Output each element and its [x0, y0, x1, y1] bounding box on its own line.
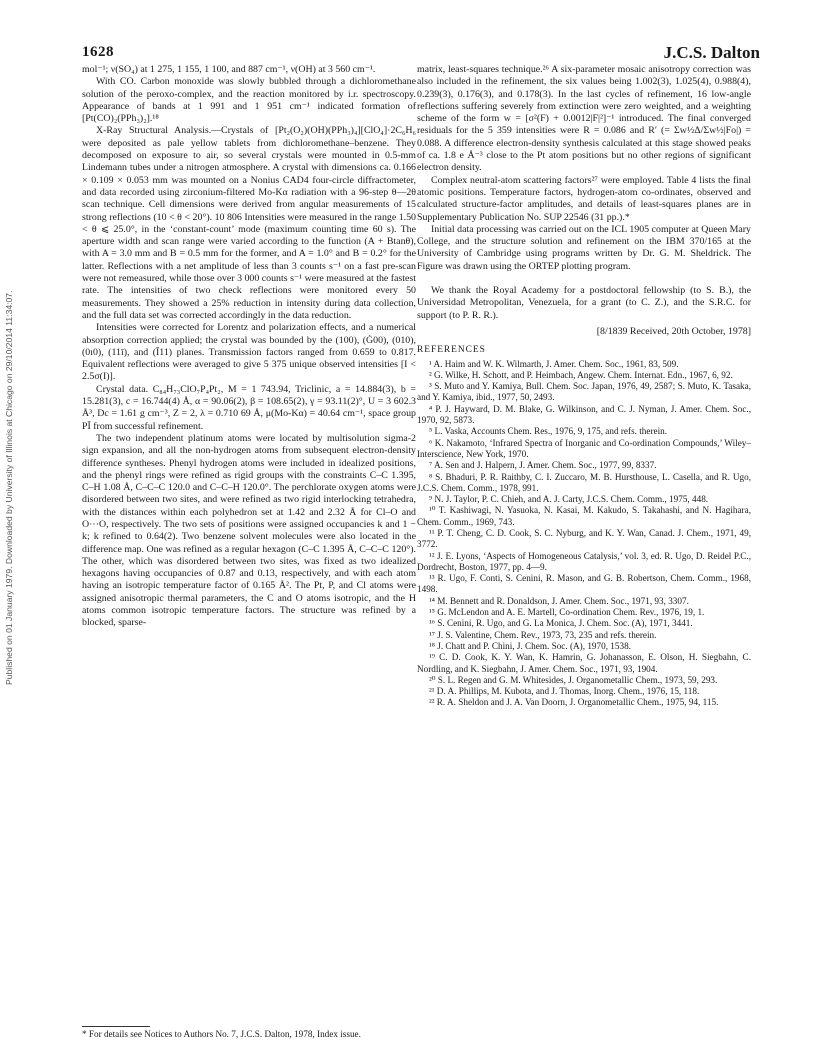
- right-column: [417, 64, 751, 709]
- reference-item: ¹⁷ J. S. Valentine, Chem. Rev., 1973, 73, 235 and refs. therein.: [429, 629, 657, 640]
- reference-list: [417, 359, 751, 709]
- reference-item: ¹⁵ G. McLendon and A. E. Martell, Co-ordination Chem. Rev., 1976, 19, 1.: [429, 607, 705, 618]
- reference-item: ²⁰ S. L. Regen and G. M. Whitesides, J. Organometallic Chem., 1973, 59, 293.: [429, 674, 718, 685]
- reference-item: ¹⁶ S. Cenini, R. Ugo, and G. La Monica, J. Chem. Soc. (A), 1971, 3441.: [429, 618, 693, 629]
- reference-item: ⁸ S. Bhaduri, P. R. Raithby, C. I. Zuccaro, M. B. Hursthouse, L. Casella, and R. Ugo, J.C.S. Chem. Comm., 1978, 991.: [417, 471, 751, 493]
- received-date: [8/1839 Received, 20th October, 1978]: [596, 325, 751, 337]
- footnote: * For details see Notices to Authors No. 7, J.C.S. Dalton, 1978, Index issue.: [82, 1029, 361, 1039]
- reference-item: ² G. Wilke, H. Schott, and P. Heimbach, Angew. Chem. Internat. Edn., 1967, 6, 92.: [429, 369, 733, 380]
- journal-name: J.C.S. Dalton: [663, 43, 760, 62]
- references-heading: REFERENCES: [417, 345, 486, 356]
- reference-item: ⁷ A. Sen and J. Halpern, J. Amer. Chem. Soc., 1977, 99, 8337.: [429, 460, 657, 471]
- reference-item: ¹² J. E. Lyons, ‘Aspects of Homogeneous Catalysis,’ vol. 3, ed. R. Ugo, D. Reidel P.C., Dordrecht, Boston, 1977, pp. 4—9.: [417, 550, 751, 572]
- reference-item: ¹⁴ M. Bennett and R. Donaldson, J. Amer. Chem. Soc., 1971, 93, 3307.: [429, 595, 689, 606]
- reference-item: ⁹ N. J. Taylor, P. C. Chieh, and A. J. Carty, J.C.S. Chem. Comm., 1975, 448.: [429, 494, 709, 505]
- paragraph: mol⁻¹; ν(SO₄) at 1 275, 1 155, 1 100, and 887 cm⁻¹, ν(OH) at 3 560 cm⁻¹.: [82, 64, 376, 75]
- paragraph: With CO. Carbon monoxide was slowly bubbled through a dichloromethane solution of the peroxo-complex, and the reaction monitored by i.r. spectroscopy. Appearance of bands at 1 991 and 1 951 cm⁻¹ indicated formation of [Pt(CO)₂(PPh₃)₂].¹⁸: [82, 76, 416, 125]
- reference-item: ⁴ P. J. Hayward, D. M. Blake, G. Wilkinson, and C. J. Nyman, J. Amer. Chem. Soc., 1970, 92, 5873.: [417, 403, 751, 426]
- download-notice: [4, 185, 20, 695]
- download-notice-text: Published on 01 January 1979. Downloaded by University of Illinois at Chicago on 29/10/2014 11:34:07.: [4, 290, 14, 685]
- reference-item: ⁵ L. Vaska, Accounts Chem. Res., 1976, 9, 175, and refs. therein.: [429, 426, 668, 437]
- paragraph: matrix, least-squares technique.²⁶ A six-parameter mosaic anisotropy correction was also included in the refinement, the six values being 1.002(3), 1.025(4), 0.988(4), 0.239(3), 0.176(3), and 0.178(3). In the last cycles of refinement, 16 low-angle reflections suffering severely from extinction were zero weighted, and a weighting scheme of the form w = [σ²(F) + 0.0012|F|²]⁻¹ introduced. The final converged residuals for the 5 359 intensities were R = 0.086 and R′ (= Σw½Δ/Σw½|Fo|) = 0.088. A difference electron-density synthesis calculated at this stage showed peaks of ca. 1.8 e Å⁻³ close to the Pt atom positions but no other regions of significant electron density.: [417, 64, 751, 174]
- reference-item: ²² R. A. Sheldon and J. A. Van Doorn, J. Organometallic Chem., 1975, 94, 115.: [429, 697, 719, 708]
- reference-item: ¹³ R. Ugo, F. Conti, S. Cenini, R. Mason, and G. B. Robertson, Chem. Comm., 1968, 1498.: [417, 573, 751, 595]
- paragraph: Complex neutral-atom scattering factors²⁷ were employed. Table 4 lists the final atomic positions. Temperature factors, hydrogen-atom co-ordinates, observed and calculated structure-factor amplitudes, and details of least-squares planes are in Supplementary Publication No. SUP 22546 (31 pp.).*: [417, 174, 751, 223]
- paragraph: Initial data processing was carried out on the ICL 1905 computer at Queen Mary College, and the structure solution and refinement on the IBM 370/165 at the University of Cambridge using programs written by Dr. G. M. Sheldrick. The Figure was drawn using the ORTEP plotting program.: [417, 223, 751, 272]
- footnote-rule: [82, 1026, 150, 1027]
- reference-item: ²¹ D. A. Phillips, M. Kubota, and J. Thomas, Inorg. Chem., 1976, 15, 118.: [429, 686, 700, 697]
- reference-item: ³ S. Muto and Y. Kamiya, Bull. Chem. Soc. Japan, 1976, 49, 2587; S. Muto, K. Tasaka, and Y. Kamiya, ibid., 1977, 50, 2493.: [417, 381, 751, 403]
- paragraph: Intensities were corrected for Lorentz and polarization effects, and a numerical absorption correction applied; the crystal was bounded by the (100), (Ġ00), (010), (0ı0), (11ī), and (Ī11) planes. Transmission factors ranged from 0.659 to 0.817. Equivalent reflections were averaged to give 5 375 unique observed intensities [I < 2.5σ(I)].: [82, 322, 416, 383]
- page-number: 1628: [82, 44, 114, 60]
- paragraph: The two independent platinum atoms were located by multisolution sigma-2 sign expansion, and all the non-hydrogen atoms from subsequent electron-density difference syntheses. Phenyl hydrogen atoms were included in idealized positions, and the phenyl rings were refined as rigid groups with the constraints C–C 1.395, C–H 1.08 Å, C–C–C 120.0 and C–C–H 120.0°. The perchlorate oxygen atoms were disordered between two sites, and were refined as two rigid interlocking tetrahedra, with the distances within each polyhedron set at 1.42 and 2.32 Å for Cl–O and O···O, respectively. The two sets of positions were assigned occupancies k and 1 − k; k refined to 0.64(2). Two benzene solvent molecules were also located in the difference map. One was refined as a regular hexagon (C–C 1.395 Å, C–C–C 120°). The other, which was disordered between two sites, was fixed as two idealized hexagons having occupancies of 0.87 and 0.13, respectively, and with each atom having an isotropic temperature factor of 0.165 Å². The Pt, P, and Cl atoms were assigned anisotropic thermal parameters, the C and O atoms isotropic, and the H atoms common isotropic temperature factors. The structure was refined by a blocked, sparse-: [82, 432, 416, 629]
- reference-item: ⁶ K. Nakamoto, ‘Infrared Spectra of Inorganic and Co-ordination Compounds,’ Wiley–Interscience, New York, 1970.: [417, 437, 751, 459]
- spacer: [417, 273, 751, 285]
- reference-item: ¹¹ P. T. Cheng, C. D. Cook, S. C. Nyburg, and K. Y. Wan, Canad. J. Chem., 1971, 49, 3772.: [417, 527, 751, 550]
- reference-item: ¹⁹ C. D. Cook, K. Y. Wan, K. Hamrin, G. Johanasson, E. Olson, H. Siegbahn, C. Nordling, and K. Siegbahn, J. Amer. Chem. Soc., 1971, 93, 1904.: [417, 652, 751, 674]
- reference-item: ¹⁰ T. Kashiwagi, N. Yasuoka, N. Kasai, M. Kakudo, S. Takahashi, and N. Hagihara, Chem. Comm., 1969, 743.: [417, 505, 751, 527]
- acknowledgement: We thank the Royal Academy for a postdoctoral fellowship (to S. B.), the Universidad Metropolitan, Venezuela, for a grant (to C. Z.), and the S.R.C. for support (to P. R. R.).: [417, 285, 751, 321]
- reference-item: ¹ A. Haim and W. K. Wilmarth, J. Amer. Chem. Soc., 1961, 83, 509.: [429, 358, 679, 369]
- reference-item: ¹⁸ J. Chatt and P. Chini, J. Chem. Soc. (A), 1970, 1538.: [429, 640, 631, 651]
- left-column: [82, 64, 416, 630]
- paragraph: Crystal data. C₈₄H₇₃ClO₇P₄Pt₂, M = 1 743.94, Triclinic, a = 14.884(3), b = 15.281(3), c = 16.744(4) Å, α = 90.06(2), β = 108.65(2), γ = 93.11(2)°, U = 3 602.3 Å³, Dc = 1.61 g cm⁻³, Z = 2, λ = 0.710 69 Å, μ(Mo-Kα) = 40.64 cm⁻¹, space group PĪ from successful refinement.: [82, 383, 416, 432]
- paragraph: X-Ray Structural Analysis.—Crystals of [Pt₂(O₂)(OH)(PPh₃)₄][ClO₄]·2C₆H₆ were deposited as pale yellow tablets from dichloromethane–benzene. They decomposed on exposure to air, so several crystals were mounted in 0.5-mm Lindemann tubes under a nitrogen atmosphere. A crystal with dimensions ca. 0.166 × 0.109 × 0.053 mm was mounted on a Nonius CAD4 four-circle diffractometer, and data recorded using zirconium-filtered Mo-Kα radiation with a 96-step θ—2θ scan technique. Cell dimensions were derived from angular measurements of 15 strong reflections (10 < θ < 20°). 10 806 Intensities were measured in the range 1.50 < θ ⩽ 25.0°, in the ‘constant-count’ mode (maximum counting time 60 s). The aperture width and scan range were varied according to the function (A + Btanθ), with A = 3.0 mm and B = 0.5 mm for the former, and A = 1.0° and B = 0.2° for the latter. Reflections with a net amplitude of less than 3 counts s⁻¹ on a fast pre-scan were not remeasured, while those over 3 000 counts s⁻¹ were measured at the fastest rate. The intensities of two check reflections were monitored every 50 measurements. They showed a 25% reduction in intensity during data collection, and the full data set was corrected accordingly in the data reduction.: [82, 125, 416, 321]
